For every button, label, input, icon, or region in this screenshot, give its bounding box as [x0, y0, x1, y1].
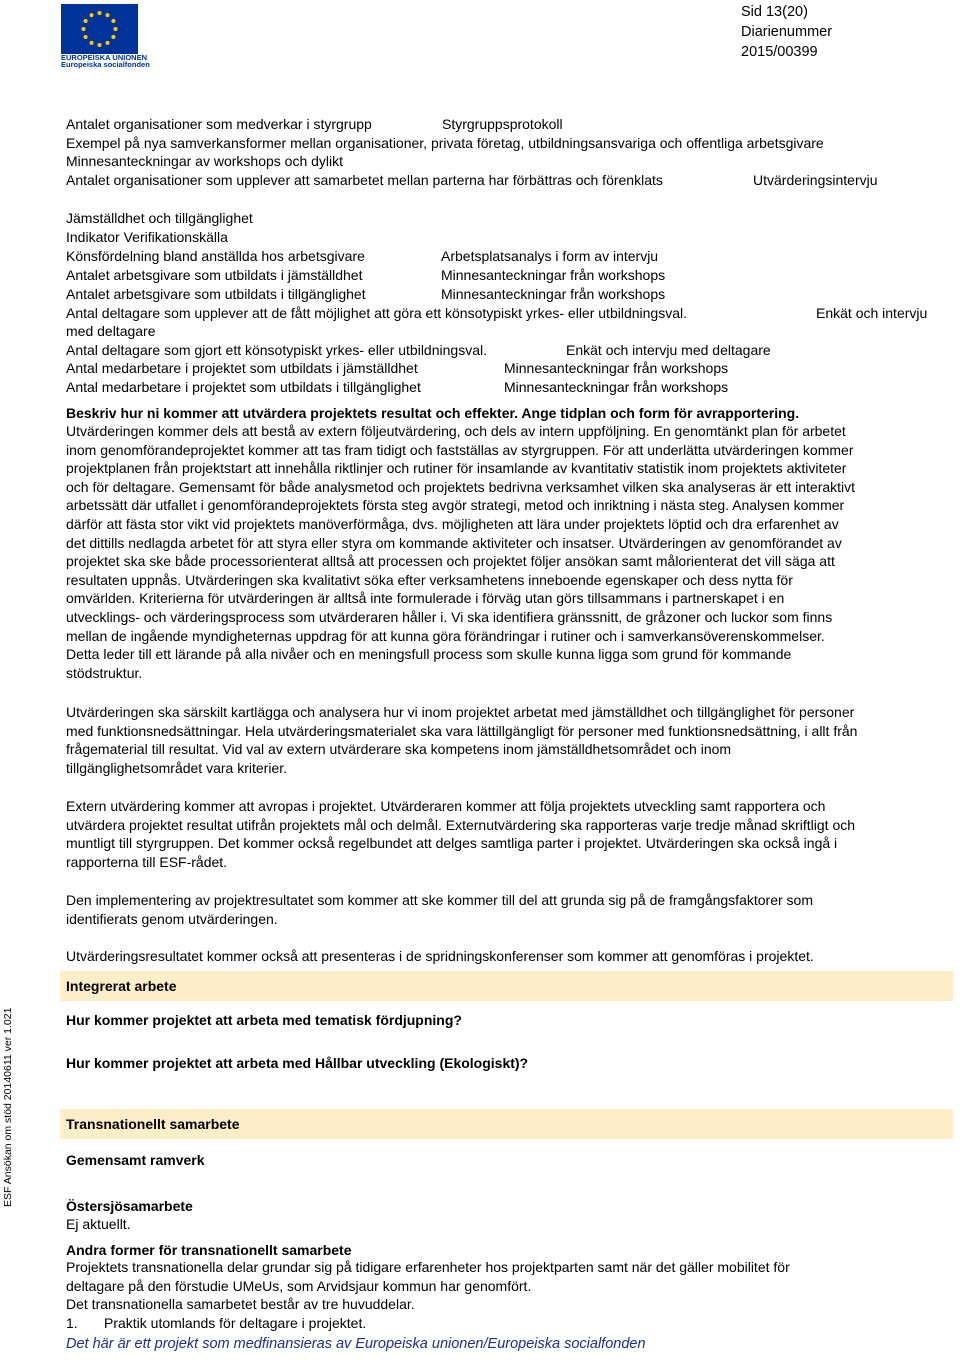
- verification-source: Enkät och intervju med deltagare: [566, 342, 771, 358]
- evaluation-paragraph-4: [66, 891, 956, 928]
- other-forms-text: [66, 1258, 956, 1314]
- verification-source: Utvärderingsintervju: [753, 172, 878, 188]
- evaluation-paragraph-1: [66, 422, 956, 682]
- text-line: Utvärderingen kommer dels att bestå av extern följeutvärdering, och dels av intern uppföljning. En genomtänkt plan för arbetet: [66, 423, 846, 439]
- text-line: Detta leder till ett lärande på alla nivåer och en meningsfull process som skulle kunna ligga som grund för kommande: [66, 646, 792, 663]
- verification-source: Minnesanteckningar från workshops: [504, 379, 729, 395]
- sidebar-form-version-text: ESF Ansökan om stöd 20140611 ver 1.021: [2, 1007, 14, 1207]
- page-number: Sid 13(20): [741, 4, 808, 20]
- text-line: deltagare på den förstudie UMeUs, som Arvidsjaur kommun har genomfört.: [66, 1277, 532, 1294]
- section-band-transnational: [60, 1109, 953, 1139]
- verification-source: Enkät och intervju: [816, 305, 928, 321]
- list-item: Praktik utomlands för deltagare i projektet.: [104, 1315, 367, 1331]
- text-line: muntligt till styrgruppen. Det kommer också regelbundet att delges samtliga parter i projektet. Utvärderingen ska också ingå i: [66, 835, 838, 852]
- eu-logo: [61, 4, 150, 69]
- text-line: stödstruktur.: [66, 664, 143, 681]
- indicator-label: Minnesanteckningar av workshops och dylikt: [66, 153, 344, 169]
- indicator-row: [66, 115, 372, 134]
- indicator-label: Antalet arbetsgivare som utbildats i jämställdhet: [66, 267, 363, 283]
- verification-source-cont: med deltagare: [66, 323, 156, 339]
- text-line: inom genomförandeprojektet kommer att tas fram tidigt och fastställas av styrgruppen. För att underlätta utvärderingen kommer: [66, 441, 854, 458]
- indicator-label: Antal medarbetare i projektet som utbildats i tillgänglighet: [66, 379, 421, 395]
- text-line: mellan de ingående myndigheternas uppdrag för att kunna göra förändringar i rutiner och i samverkansöverenskommelser.: [66, 627, 825, 644]
- baltic-text: Ej aktuellt.: [66, 1216, 131, 1232]
- indicator-label: Antal deltagare som gjort ett könsotypiskt yrkes- eller utbildningsval.: [66, 342, 487, 358]
- subheading-common-frame: Gemensamt ramverk: [66, 1152, 205, 1168]
- indicator-label: Antalet organisationer som medverkar i styrgrupp: [66, 116, 372, 132]
- text-line: tillgänglighetsområdet vara kriterier.: [66, 759, 287, 776]
- text-line: med funktionsnedsättningar. Hela utvärderingsmaterialet ska vara lättillgängligt för personer med funktionsnedsättning, i allt från: [66, 722, 858, 739]
- indicator-label: Exempel på nya samverkansformer mellan organisationer, privata företag, utbildningsansvariga och offentliga arbetsgivare: [66, 135, 824, 151]
- sidebar-form-version: [0, 992, 14, 1207]
- text-line: Den implementering av projektresultatet som kommer att ske kommer till del att grunda sig på de framgångsfaktorer som: [66, 892, 813, 908]
- section-title-transnational: Transnationellt samarbete: [66, 1116, 240, 1132]
- question-thematic: Hur kommer projektet att arbeta med tematisk fördjupning?: [66, 1012, 462, 1028]
- text-line: och för deltagare. Gemensamt för både analysmetod och projektets bedrivna verksamhet vilken ska analyseras är ett interaktivt: [66, 478, 856, 495]
- evaluation-question: Beskriv hur ni kommer att utvärdera projektets resultat och effekter. Ange tidplan och form för avrapportering.: [66, 405, 800, 421]
- page-header: [741, 2, 832, 62]
- text-line: utvecklings- och värderingsprocess som utvärderaren håller i. Vi ska identifiera gränssnitt, de gråzoner och luckor som finns: [66, 608, 833, 625]
- list-item-number: 1.: [66, 1315, 78, 1331]
- indicator-label: Antalet organisationer som upplever att samarbetet mellan parterna har förbättras och förenklats: [66, 172, 663, 188]
- section-heading-equality: Jämställdhet och tillgänglighet: [66, 210, 253, 226]
- indicator-label: Könsfördelning bland anställda hos arbetsgivare: [66, 248, 365, 264]
- verification-source: Minnesanteckningar från workshops: [441, 286, 666, 302]
- verification-source: Minnesanteckningar från workshops: [504, 360, 729, 376]
- text-line: det dittills nedlagda arbetet för att styra eller styra om kommande aktiviteter och insatser. Utvärderingen av genomförandet av: [66, 534, 842, 551]
- verification-source: Minnesanteckningar från workshops: [441, 267, 666, 283]
- text-line: projektplanen från projektstart att innehålla riktlinjer och rutiner för insamlande av kvantitativ statistik inom projektets aktiviteter: [66, 460, 847, 477]
- question-sustainability: Hur kommer projektet att arbeta med Hållbar utveckling (Ekologiskt)?: [66, 1055, 529, 1071]
- text-line: utvärdera projektet resultat utifrån projektets mål och delmål. Externutvärdering ska rapporteras varje tredje månad skriftligt och: [66, 816, 856, 833]
- eu-flag-icon: [61, 4, 138, 54]
- subheading-other-forms: Andra former för transnationellt samarbete: [66, 1242, 352, 1258]
- evaluation-paragraph-2: [66, 703, 956, 777]
- text-line: Extern utvärdering kommer att avropas i projektet. Utvärderaren kommer att följa projektets utveckling samt rapportera och: [66, 798, 826, 814]
- text-line: Det transnationella samarbetet består av tre huvuddelar.: [66, 1296, 415, 1313]
- text-line: rapporterna till ESF-rådet.: [66, 853, 228, 870]
- text-line: omvärlden. Kriterierna för utvärderingen är alltså inte formulerade i förväg utan görs tillsammans i partnerskapet i en: [66, 590, 785, 607]
- logo-text-fund: Europeiska socialfonden: [61, 60, 150, 69]
- text-line: projektet ska ske både processorienterat alltså att processen och projektet följer ansökan samt målorienterat det vill säga att: [66, 553, 835, 570]
- verification-source: Styrgruppsprotokoll: [442, 116, 563, 132]
- diarie-number: 2015/00399: [741, 44, 818, 60]
- diarie-label: Diarienummer: [741, 24, 833, 40]
- section-band-integrated: [60, 971, 953, 1001]
- verification-source: Arbetsplatsanalys i form av intervju: [441, 248, 659, 264]
- logo-text-union: EUROPEISKA UNIONEN: [61, 53, 147, 62]
- text-line: frågematerial till resultat. Vid val av extern utvärderare ska kompetens inom jämställdhetsområdet och inom: [66, 741, 732, 758]
- table-subheading: Indikator Verifikationskälla: [66, 229, 228, 245]
- evaluation-paragraph-5: Utvärderingsresultatet kommer också att presenteras i de spridningskonferenser som kommer att genomföras i projektet.: [66, 948, 814, 964]
- text-line: identifierats genom utvärderingen.: [66, 910, 278, 927]
- text-line: arbetssätt där utfallet i genomförandeprojektets första steg avgör strategi, metod och inriktning i nästa steg. Analysen kommer: [66, 497, 845, 514]
- evaluation-paragraph-3: [66, 797, 956, 871]
- subheading-baltic: Östersjösamarbete: [66, 1198, 193, 1214]
- text-line: resultaten uppnås. Utvärderingen ska kvalitativt söka efter verksamhetens inneboende egenskaper och dess nytta för: [66, 571, 793, 588]
- text-line: Projektets transnationella delar grundar sig på tidigare erfarenheter hos projektparten samt när det gäller mobilitet för: [66, 1259, 790, 1275]
- section-title-integrated: Integrerat arbete: [66, 978, 177, 994]
- indicator-label: Antal deltagare som upplever att de fått möjlighet att göra ett könsotypiskt yrkes- eller utbildningsval.: [66, 305, 687, 321]
- indicator-label: Antal medarbetare i projektet som utbildats i jämställdhet: [66, 360, 418, 376]
- footer-cofinancing: Det här är ett projekt som medfinansieras av Europeiska unionen/Europeiska socialfonden: [66, 1336, 646, 1352]
- text-line: därför att fästa stor vikt vid projektets manöverförmåga, dvs. möjligheten att lära under projektets löptid och dra erfarenhet av: [66, 515, 839, 532]
- indicator-label: Antalet arbetsgivare som utbildats i tillgänglighet: [66, 286, 366, 302]
- text-line: Utvärderingen ska särskilt kartlägga och analysera hur vi inom projektet arbetat med jämställdhet och tillgänglighet för personer: [66, 704, 855, 720]
